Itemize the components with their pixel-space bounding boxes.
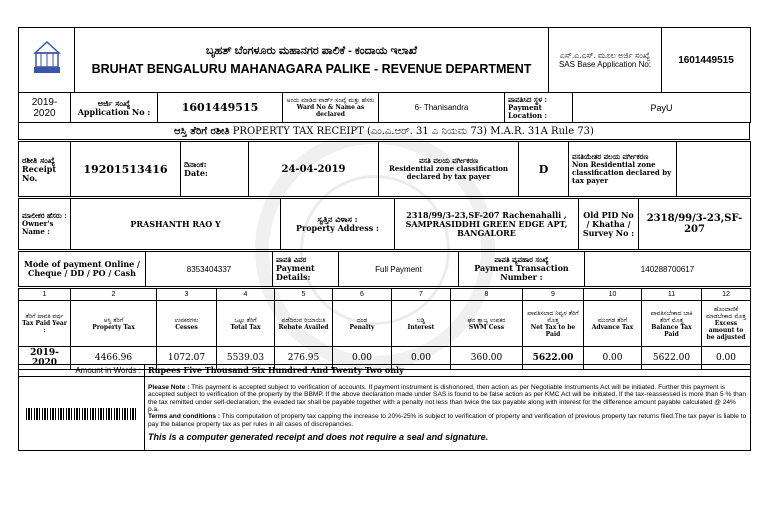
col-num: 2: [71, 289, 157, 301]
sas-label-en: SAS Base Application No:: [558, 60, 652, 69]
mode-label: Mode of payment Online / Cheque / DD / PO / Cash: [19, 252, 146, 287]
col-header-kn: ಪಾವತಿಸಬೇಕಾದ ಬಾಕಿ ತೆರಿಗೆ ಮೊತ್ತ: [650, 309, 693, 324]
addr-label-en: Property Address :: [295, 223, 380, 233]
note-text: This payment is accepted subject to verification of accounts. If payment instrument is dishonored, then action as per Negotiable Instruments Act will be initiated. Further this payment is accepted subject to verification of the property by the BBMP. If the above declaration made under SAS is found to be false action as per KMC Act will be initiated. If the tax-reassessed is more than 5 % than the tax remitted under self-declaration, the evaded tax shall be payable together with a penalty not less than twice the tax payable along with interest for the difference amount payable calculated @ 24% p.a.: [148, 383, 747, 413]
owner-label-kn: ಮಾಲೀಕರ ಹೆಸರು :: [22, 211, 67, 220]
pid-label: Old PID No / Khatha / Survey No :: [579, 199, 639, 250]
rebate: 276.95: [275, 347, 333, 370]
column-number-row: [19, 289, 751, 301]
amount-words-label: Amount in Words :: [19, 365, 145, 377]
col-num: 3: [157, 289, 217, 301]
details-label-kn: ಪಾವತಿ ವಿವರ: [276, 255, 307, 264]
col-header-kn: ಬಡ್ಡಿ: [416, 316, 426, 324]
col-header-kn: ಪಡೆದಿರುವ ರಿಯಾಯಿತಿ: [281, 316, 326, 324]
payloc-label-kn: ಪಾವತಿಸಿದ ಸ್ಥಳ :: [508, 94, 548, 104]
col-header-en: Tax Paid Year :: [22, 320, 67, 334]
col-header-kn: ಘನ ತ್ಯಾಜ್ಯ ಉಪಕರ: [467, 316, 506, 324]
sas-label-kn: ಎಸ್.ಎ.ಎಸ್. ಮೂಲ ಅರ್ಜಿ ಸಂಖ್ಯೆ: [559, 51, 651, 60]
emblem-icon: [32, 41, 62, 75]
advance-tax: 0.00: [584, 347, 642, 370]
col-header-en: Cesses: [175, 323, 198, 331]
receipt-title-rule: (ಎಂ.ಎ.ಆರ್. 31 ಎ ನಿಯಮ 73) M.A.R. 31A Rule 73): [366, 125, 594, 137]
nonres-label-kn: ವಸತಿಯೇತರ ವಲಯ ವರ್ಗೀಕರಣ: [572, 152, 649, 161]
addr-label-kn: ಸ್ವತ್ತಿನ ವಿಳಾಸ :: [317, 214, 358, 224]
ward-label-kn: ಅಂದು ಮಾಡಿದ ವಾರ್ಡ್ ಸಂಖ್ಯೆ ಮತ್ತು ಹೆಸರು: [286, 97, 375, 104]
date-label-kn: ದಿನಾಂಕ:: [184, 159, 207, 169]
cesses: 1072.07: [157, 347, 217, 370]
payment-details: Full Payment: [339, 252, 459, 287]
terms-label: Terms and conditions :: [148, 413, 221, 421]
txn-label-en: Payment Transaction Number :: [474, 263, 569, 282]
owner-label-en: Owner's Name :: [22, 219, 54, 236]
receipt-title-en: PROPERTY TAX RECEIPT: [232, 125, 364, 137]
payment-location: PayU: [573, 93, 751, 123]
pid-value: 2318/99/3-23,SF-207: [639, 199, 751, 250]
amount-words: Rupees Five Thousand Six Hundred And Twenty Two only: [145, 365, 751, 377]
col-num: 10: [584, 289, 642, 301]
col-header-en: Total Tax: [230, 323, 261, 331]
col-header-en: Net Tax to be Paid: [530, 323, 576, 338]
terms-text: This computation of property tax capping the increase to 20%-25% is subject to verification of property and verification of previous property tax returns filed.The tax payer is liable to pay the balance property tax as per rules in all cases of discrepancies.: [148, 413, 747, 428]
nonres-label-en: Non Residential zone classification declared by tax payer: [572, 160, 672, 185]
balance-tax: 5622.00: [642, 347, 702, 370]
net-tax: 5622.00: [523, 347, 584, 370]
barcode-icon: [26, 408, 138, 420]
ward-label-en: Ward No & Name as declared: [296, 104, 365, 118]
mode-value: 8353404337: [146, 252, 273, 287]
excess-amount: 0.00: [702, 347, 751, 370]
col-header-en: Excess amount to be adjusted: [706, 320, 746, 341]
application-number: 1601449515: [158, 93, 283, 123]
col-header-kn: ತೆರಿಗೆ ಪಾವತಿ ವರ್ಷ: [25, 313, 64, 320]
swm-cess: 360.00: [451, 347, 523, 370]
details-label-en: Payment Details:: [276, 263, 315, 282]
interest: 0.00: [392, 347, 451, 370]
col-header-kn: ಹೊಂದಾಣಿಕೆ ಮಾಡಬೇಕಾದ ಮೊತ್ತ: [706, 306, 746, 320]
receipt-number: 19201513416: [71, 142, 181, 197]
owner-name: PRASHANTH RAO Y: [71, 199, 281, 250]
non-residential-zone: [677, 142, 751, 197]
title-english: BRUHAT BENGALURU MAHANAGARA PALIKE - REVENUE DEPARTMENT: [91, 61, 532, 76]
app-label-en: Application No :: [77, 106, 151, 117]
transaction-number: 140288700617: [585, 252, 751, 287]
tax-table: [18, 288, 751, 370]
col-num: 12: [702, 289, 751, 301]
col-num: 7: [392, 289, 451, 301]
tax-paid-year: 2019-2020: [19, 347, 71, 370]
col-num: 6: [333, 289, 392, 301]
col-header-en: Property Tax: [92, 323, 135, 331]
receipt-label-en: Receipt No.: [22, 163, 57, 183]
col-header-kn: ದಂಡ: [356, 316, 368, 324]
col-header-en: SWM Cess: [468, 323, 505, 331]
col-num: 9: [523, 289, 584, 301]
col-header-en: Interest: [407, 323, 435, 331]
payloc-label-en: Payment Location :: [508, 102, 548, 120]
col-header-kn: ಮುಂಗಡ ತೆರಿಗೆ: [597, 316, 628, 324]
col-num: 1: [19, 289, 71, 301]
col-header-en: Advance Tax: [591, 323, 634, 331]
header-table: [18, 27, 751, 93]
barcode: [19, 377, 145, 451]
bbmp-logo: [19, 28, 75, 93]
notes-table: [18, 364, 751, 451]
owner-table: [18, 198, 751, 250]
txn-label-kn: ಪಾವತಿ ವ್ಯವಹಾರ ಸಂಖ್ಯೆ: [494, 255, 549, 264]
col-header-en: Rebate Availed: [278, 323, 329, 331]
receipt-title-table: [18, 122, 750, 140]
receipt-date: 24-04-2019: [249, 142, 379, 197]
col-header-en: Penalty: [349, 323, 375, 331]
title-kannada: ಬೃಹತ್ ಬೆಂಗಳೂರು ಮಹಾನಗರ ಪಾಲಿಕೆ - ಕಂದಾಯ ಇಲಾಖೆ: [205, 44, 418, 57]
computer-generated-note: This is a computer generated receipt and does not require a seal and signature.: [148, 432, 489, 443]
tax-year: 2019-2020: [19, 93, 71, 123]
receipt-table: [18, 141, 751, 197]
receipt-title-kn: ಆಸ್ತಿ ತೆರಿಗೆ ರಶೀತಿ: [174, 125, 230, 137]
col-header-kn: ಆಸ್ತಿ ತೆರಿಗೆ: [103, 316, 124, 324]
property-tax: 4466.96: [71, 347, 157, 370]
application-table: [18, 92, 751, 123]
penalty: 0.00: [333, 347, 392, 370]
app-label-kn: ಅರ್ಜಿ ಸಂಖ್ಯೆ: [97, 97, 131, 108]
col-num: 8: [451, 289, 523, 301]
col-header-kn: ಪಾವತಿಸಲಾದ ನಿವ್ವಳ ತೆರಿಗೆ ಮೊತ್ತ: [527, 309, 579, 324]
sas-base-number: 1601449515: [662, 28, 751, 93]
col-num: 11: [642, 289, 702, 301]
col-header-kn: ಉಪಕರಗಳು: [174, 316, 199, 324]
col-header-kn: ಒಟ್ಟು ತೆರಿಗೆ: [234, 316, 257, 324]
note-label: Please Note :: [148, 383, 190, 391]
payment-table: [18, 251, 751, 287]
col-num: 4: [217, 289, 275, 301]
ward-value: 6- Thanisandra: [379, 93, 505, 123]
col-num: 5: [275, 289, 333, 301]
res-label-en: Residential zone classification declared by tax payer: [389, 164, 508, 181]
receipt-title: [19, 123, 750, 140]
residential-zone: D: [519, 142, 569, 197]
col-header-en: Balance Tax Paid: [651, 323, 692, 338]
res-label-kn: ವಸತಿ ವಲಯ ವರ್ಗೀಕರಣ: [418, 156, 479, 165]
column-header-row: [19, 301, 751, 347]
receipt-label-kn: ರಶೀತಿ ಸಂಖ್ಯೆ: [22, 154, 55, 165]
property-address: 2318/99/3-23,SF-207 Rachenahalli , SAMPRASIDDHI GREEN EDGE APT, BANGALORE: [395, 199, 579, 250]
date-label-en: Date:: [184, 168, 208, 178]
total-tax: 5539.03: [217, 347, 275, 370]
